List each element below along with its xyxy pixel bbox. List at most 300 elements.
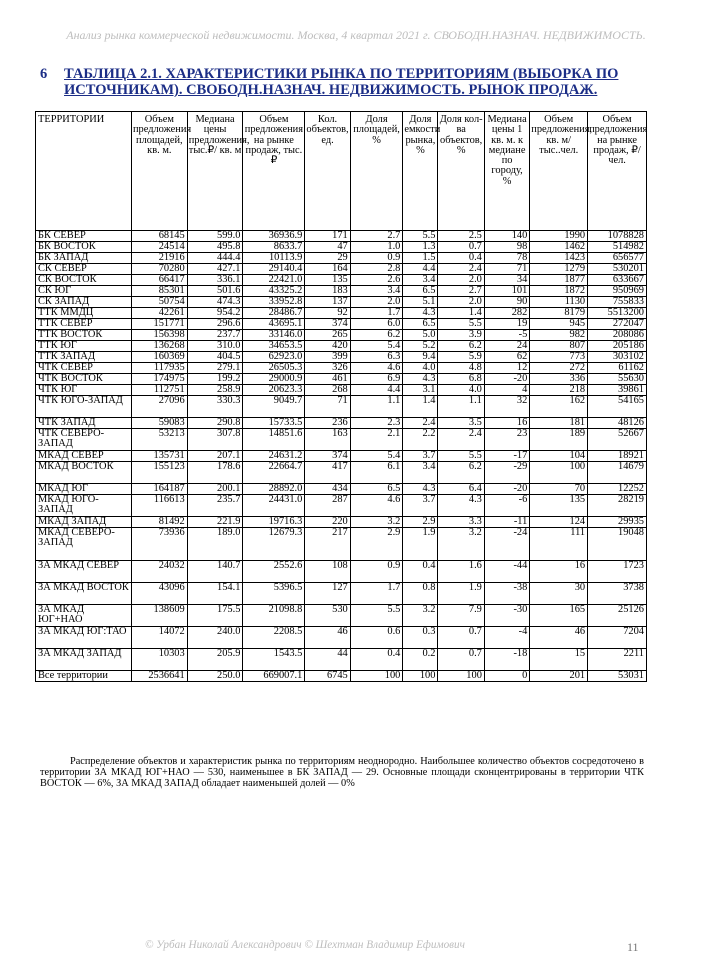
value-cell: 16 (530, 561, 588, 583)
value-cell: 14851.6 (243, 429, 305, 451)
col-header: Объем предложения на рынке продаж, тыс.₽ (243, 112, 305, 231)
value-cell: 66417 (131, 275, 187, 286)
value-cell: 669007.1 (243, 671, 305, 682)
value-cell: 208086 (588, 330, 647, 341)
value-cell: 461 (305, 374, 350, 385)
value-cell: 15 (530, 649, 588, 671)
value-cell: 24032 (131, 561, 187, 583)
territory-cell: МКАД ЗАПАД (36, 517, 132, 528)
value-cell: 530201 (588, 264, 647, 275)
value-cell: 2.9 (403, 517, 438, 528)
value-cell: 12252 (588, 484, 647, 495)
value-cell: 43096 (131, 583, 187, 605)
value-cell: 42261 (131, 308, 187, 319)
value-cell: 71 (484, 264, 529, 275)
value-cell: 135731 (131, 451, 187, 462)
table-row (36, 385, 647, 396)
value-cell: 117935 (131, 363, 187, 374)
value-cell: 272047 (588, 319, 647, 330)
value-cell: 171 (305, 231, 350, 242)
value-cell: 32 (484, 396, 529, 418)
value-cell: 61162 (588, 363, 647, 374)
value-cell: 0.9 (350, 253, 403, 264)
value-cell: 5.4 (350, 451, 403, 462)
value-cell: 104 (530, 451, 588, 462)
value-cell: 178.6 (187, 462, 243, 484)
table-row (36, 429, 647, 451)
value-cell: 33146.0 (243, 330, 305, 341)
value-cell: 100 (438, 671, 484, 682)
value-cell: -17 (484, 451, 529, 462)
value-cell: 1.0 (350, 242, 403, 253)
value-cell: 112751 (131, 385, 187, 396)
territory-cell: ТТК ЗАПАД (36, 352, 132, 363)
value-cell: 62 (484, 352, 529, 363)
value-cell: -20 (484, 484, 529, 495)
value-cell: 2.9 (350, 528, 403, 561)
value-cell: 155123 (131, 462, 187, 484)
value-cell: 0.7 (438, 242, 484, 253)
copyright-footer: © Урбан Николай Александрович © Шехтман Владимир Ефимович (145, 939, 465, 951)
territory-cell: ЧТК СЕВЕР (36, 363, 132, 374)
value-cell: 0.7 (438, 649, 484, 671)
value-cell: 1723 (588, 561, 647, 583)
value-cell: 218 (530, 385, 588, 396)
territory-cell: ЧТК ЮГ (36, 385, 132, 396)
value-cell: 434 (305, 484, 350, 495)
value-cell: 0.2 (403, 649, 438, 671)
value-cell: 2.4 (403, 418, 438, 429)
value-cell: 4.8 (438, 363, 484, 374)
value-cell: 474.3 (187, 297, 243, 308)
value-cell: 326 (305, 363, 350, 374)
value-cell: -6 (484, 495, 529, 517)
territory-cell: МКАД ЮГ (36, 484, 132, 495)
value-cell: 205.9 (187, 649, 243, 671)
value-cell: 272 (530, 363, 588, 374)
page-header: Анализ рынка коммерческой недвижимости. Москва, 4 квартал 2021 г. СВОБОДН.НАЗНАЧ. НЕДВИЖИМОСТЬ. (66, 28, 646, 42)
table-row (36, 495, 647, 517)
value-cell: 4.3 (403, 374, 438, 385)
value-cell: 23 (484, 429, 529, 451)
value-cell: 310.0 (187, 341, 243, 352)
value-cell: 54165 (588, 396, 647, 418)
value-cell: 1.1 (438, 396, 484, 418)
value-cell: 6.5 (403, 319, 438, 330)
value-cell: 28486.7 (243, 308, 305, 319)
value-cell: 495.8 (187, 242, 243, 253)
value-cell: 0.3 (403, 627, 438, 649)
value-cell: 2.1 (350, 429, 403, 451)
value-cell: 1423 (530, 253, 588, 264)
value-cell: 1.5 (403, 253, 438, 264)
value-cell: 29 (305, 253, 350, 264)
value-cell: 3.7 (403, 495, 438, 517)
value-cell: 8179 (530, 308, 588, 319)
value-cell: 3.2 (438, 528, 484, 561)
value-cell: 599.0 (187, 231, 243, 242)
value-cell: 100 (403, 671, 438, 682)
territory-cell: ЗА МКАД ЮГ+НАО (36, 605, 132, 627)
value-cell: 165 (530, 605, 588, 627)
value-cell: 39861 (588, 385, 647, 396)
value-cell: 19716.3 (243, 517, 305, 528)
value-cell: 163 (305, 429, 350, 451)
value-cell: 68145 (131, 231, 187, 242)
value-cell: 4.4 (350, 385, 403, 396)
value-cell: 4.3 (403, 308, 438, 319)
value-cell: 124 (530, 517, 588, 528)
value-cell: 4.3 (403, 484, 438, 495)
value-cell: 399 (305, 352, 350, 363)
value-cell: -20 (484, 374, 529, 385)
value-cell: 1.4 (403, 396, 438, 418)
value-cell: 15733.5 (243, 418, 305, 429)
table-row (36, 264, 647, 275)
value-cell: 404.5 (187, 352, 243, 363)
value-cell: 27096 (131, 396, 187, 418)
territory-cell: БК ЗАПАД (36, 253, 132, 264)
value-cell: 282 (484, 308, 529, 319)
value-cell: 1990 (530, 231, 588, 242)
value-cell: 374 (305, 451, 350, 462)
value-cell: 6.2 (438, 341, 484, 352)
value-cell: 53031 (588, 671, 647, 682)
value-cell: 34653.5 (243, 341, 305, 352)
value-cell: 6.4 (438, 484, 484, 495)
value-cell: 151771 (131, 319, 187, 330)
table-row (36, 330, 647, 341)
value-cell: 1.6 (438, 561, 484, 583)
value-cell: 2208.5 (243, 627, 305, 649)
page-number: 11 (627, 940, 639, 954)
value-cell: 10113.9 (243, 253, 305, 264)
value-cell: 6.1 (350, 462, 403, 484)
territory-cell: СК ЮГ (36, 286, 132, 297)
value-cell: 25126 (588, 605, 647, 627)
value-cell: 6.5 (350, 484, 403, 495)
value-cell: 62923.0 (243, 352, 305, 363)
value-cell: 55630 (588, 374, 647, 385)
value-cell: 5.5 (438, 319, 484, 330)
table-header-row (36, 112, 647, 231)
value-cell: 29000.9 (243, 374, 305, 385)
value-cell: 46 (530, 627, 588, 649)
value-cell: 0.9 (350, 561, 403, 583)
value-cell: 954.2 (187, 308, 243, 319)
value-cell: 201 (530, 671, 588, 682)
territory-cell: ЗА МКАД ЮГ:ТАО (36, 627, 132, 649)
value-cell: 33952.8 (243, 297, 305, 308)
value-cell: 19 (484, 319, 529, 330)
value-cell: 22421.0 (243, 275, 305, 286)
value-cell: 24431.0 (243, 495, 305, 517)
table-row (36, 671, 647, 682)
value-cell: 6.8 (438, 374, 484, 385)
value-cell: 303102 (588, 352, 647, 363)
value-cell: 5.0 (403, 330, 438, 341)
col-header: Кол. объектов, ед. (305, 112, 350, 231)
value-cell: 307.8 (187, 429, 243, 451)
value-cell: 2.0 (438, 275, 484, 286)
value-cell: 1.7 (350, 308, 403, 319)
value-cell: 43325.2 (243, 286, 305, 297)
value-cell: -24 (484, 528, 529, 561)
value-cell: 427.1 (187, 264, 243, 275)
value-cell: 53213 (131, 429, 187, 451)
value-cell: 1.4 (438, 308, 484, 319)
territory-cell: ТТК ЮГ (36, 341, 132, 352)
value-cell: 28219 (588, 495, 647, 517)
value-cell: 1.3 (403, 242, 438, 253)
table-row (36, 231, 647, 242)
value-cell: 140 (484, 231, 529, 242)
value-cell: 164187 (131, 484, 187, 495)
table-row (36, 374, 647, 385)
value-cell: 6.3 (350, 352, 403, 363)
value-cell: 111 (530, 528, 588, 561)
value-cell: 92 (305, 308, 350, 319)
value-cell: 183 (305, 286, 350, 297)
value-cell: 1877 (530, 275, 588, 286)
value-cell: -38 (484, 583, 529, 605)
value-cell: 14072 (131, 627, 187, 649)
value-cell: 5396.5 (243, 583, 305, 605)
value-cell: 4.6 (350, 363, 403, 374)
value-cell: 4.0 (438, 385, 484, 396)
value-cell: 374 (305, 319, 350, 330)
value-cell: 1279 (530, 264, 588, 275)
col-header: Объем предложения на рынке продаж, ₽/чел. (588, 112, 647, 231)
value-cell: 656577 (588, 253, 647, 264)
territory-table (35, 111, 647, 682)
value-cell: 3.9 (438, 330, 484, 341)
value-cell: 5.9 (438, 352, 484, 363)
table-row (36, 396, 647, 418)
summary-paragraph: Распределение объектов и характеристик рынка по территориям неоднородно. Наибольшее количество объектов сосредоточено в территории ЗА МКАД ЮГ+НАО — 530, наименьшее в БК ЗАПАД — 29. Основные площади сконцентрированы в территории ЧТК ВОСТОК — 6%, ЗА МКАД ЗАПАД обладает наименьшей долей — 0% (40, 756, 644, 790)
value-cell: 807 (530, 341, 588, 352)
value-cell: 2.5 (438, 231, 484, 242)
value-cell: 30 (530, 583, 588, 605)
value-cell: 417 (305, 462, 350, 484)
value-cell: 3.2 (403, 605, 438, 627)
value-cell: 14679 (588, 462, 647, 484)
value-cell: 2.0 (350, 297, 403, 308)
value-cell: 258.9 (187, 385, 243, 396)
value-cell: 3.7 (403, 451, 438, 462)
value-cell: 26505.3 (243, 363, 305, 374)
value-cell: 100 (350, 671, 403, 682)
value-cell: 1462 (530, 242, 588, 253)
value-cell: 290.8 (187, 418, 243, 429)
value-cell: 773 (530, 352, 588, 363)
value-cell: 73936 (131, 528, 187, 561)
value-cell: 5.5 (403, 231, 438, 242)
value-cell: -11 (484, 517, 529, 528)
value-cell: 19048 (588, 528, 647, 561)
value-cell: 29935 (588, 517, 647, 528)
col-header: Объем предложения, кв. м/ тыс..чел. (530, 112, 588, 231)
value-cell: 207.1 (187, 451, 243, 462)
value-cell: 5.1 (403, 297, 438, 308)
value-cell: 52667 (588, 429, 647, 451)
value-cell: -29 (484, 462, 529, 484)
value-cell: 279.1 (187, 363, 243, 374)
territory-cell: ЧТК ВОСТОК (36, 374, 132, 385)
value-cell: 1130 (530, 297, 588, 308)
table-row (36, 253, 647, 264)
value-cell: 47 (305, 242, 350, 253)
table-row (36, 583, 647, 605)
value-cell: 24631.2 (243, 451, 305, 462)
value-cell: 514982 (588, 242, 647, 253)
territory-cell: СК СЕВЕР (36, 264, 132, 275)
territory-cell: ЧТК ЗАПАД (36, 418, 132, 429)
value-cell: 240.0 (187, 627, 243, 649)
value-cell: 7.9 (438, 605, 484, 627)
value-cell: 70280 (131, 264, 187, 275)
value-cell: 1.1 (350, 396, 403, 418)
table-row (36, 319, 647, 330)
value-cell: 6.0 (350, 319, 403, 330)
value-cell: 85301 (131, 286, 187, 297)
value-cell: 633667 (588, 275, 647, 286)
table-row (36, 363, 647, 374)
territory-cell: БК СЕВЕР (36, 231, 132, 242)
value-cell: 127 (305, 583, 350, 605)
table-row (36, 308, 647, 319)
table-row (36, 286, 647, 297)
value-cell: 140.7 (187, 561, 243, 583)
value-cell: 4.6 (350, 495, 403, 517)
value-cell: 5.2 (403, 341, 438, 352)
value-cell: 100 (530, 462, 588, 484)
value-cell: 137 (305, 297, 350, 308)
territory-cell: МКАД СЕВЕРО-ЗАПАД (36, 528, 132, 561)
value-cell: 2552.6 (243, 561, 305, 583)
value-cell: 81492 (131, 517, 187, 528)
value-cell: 0.4 (438, 253, 484, 264)
value-cell: 1.7 (350, 583, 403, 605)
value-cell: 135 (305, 275, 350, 286)
table-row (36, 462, 647, 484)
value-cell: 268 (305, 385, 350, 396)
value-cell: 8633.7 (243, 242, 305, 253)
value-cell: 9049.7 (243, 396, 305, 418)
value-cell: 2.6 (350, 275, 403, 286)
value-cell: 0.7 (438, 627, 484, 649)
col-header: Медиана цены предложения, тыс.₽/ кв. м (187, 112, 243, 231)
value-cell: 21916 (131, 253, 187, 264)
value-cell: 265 (305, 330, 350, 341)
value-cell: 945 (530, 319, 588, 330)
value-cell: 6.5 (403, 286, 438, 297)
value-cell: 174975 (131, 374, 187, 385)
value-cell: -44 (484, 561, 529, 583)
value-cell: 205186 (588, 341, 647, 352)
value-cell: 36936.9 (243, 231, 305, 242)
value-cell: 4 (484, 385, 529, 396)
value-cell: 287 (305, 495, 350, 517)
value-cell: 29140.4 (243, 264, 305, 275)
value-cell: 1543.5 (243, 649, 305, 671)
value-cell: 220 (305, 517, 350, 528)
value-cell: 162 (530, 396, 588, 418)
value-cell: 4.3 (438, 495, 484, 517)
col-header: Доля кол-ва объектов, % (438, 112, 484, 231)
value-cell: 48126 (588, 418, 647, 429)
value-cell: 0.4 (350, 649, 403, 671)
value-cell: 116613 (131, 495, 187, 517)
value-cell: 138609 (131, 605, 187, 627)
table-row (36, 451, 647, 462)
value-cell: 200.1 (187, 484, 243, 495)
value-cell: 24 (484, 341, 529, 352)
value-cell: 59083 (131, 418, 187, 429)
value-cell: 250.0 (187, 671, 243, 682)
territory-cell: БК ВОСТОК (36, 242, 132, 253)
value-cell: 3.1 (403, 385, 438, 396)
value-cell: 530 (305, 605, 350, 627)
value-cell: 950969 (588, 286, 647, 297)
table-title-text: ТАБЛИЦА 2.1. ХАРАКТЕРИСТИКИ РЫНКА ПО ТЕРРИТОРИЯМ (ВЫБОРКА ПО ИСТОЧНИКАМ). СВОБОДН.НАЗНАЧ. НЕДВИЖИМОСТЬ. РЫНОК ПРОДАЖ. (64, 66, 619, 98)
territory-cell: ЗА МКАД ВОСТОК (36, 583, 132, 605)
value-cell: 3.3 (438, 517, 484, 528)
value-cell: 2.4 (438, 264, 484, 275)
value-cell: 2.7 (350, 231, 403, 242)
value-cell: 136268 (131, 341, 187, 352)
value-cell: 0.8 (403, 583, 438, 605)
value-cell: -5 (484, 330, 529, 341)
value-cell: 6.2 (350, 330, 403, 341)
table-row (36, 418, 647, 429)
value-cell: 1078828 (588, 231, 647, 242)
territory-cell: ТТК ВОСТОК (36, 330, 132, 341)
value-cell: 420 (305, 341, 350, 352)
table-row (36, 517, 647, 528)
value-cell: 2211 (588, 649, 647, 671)
value-cell: 135 (530, 495, 588, 517)
table-row (36, 528, 647, 561)
value-cell: 164 (305, 264, 350, 275)
table-row (36, 649, 647, 671)
value-cell: 34 (484, 275, 529, 286)
value-cell: -18 (484, 649, 529, 671)
value-cell: 4.4 (403, 264, 438, 275)
value-cell: 235.7 (187, 495, 243, 517)
territory-cell: СК ВОСТОК (36, 275, 132, 286)
value-cell: 336 (530, 374, 588, 385)
territory-cell: МКАД ЮГО-ЗАПАД (36, 495, 132, 517)
value-cell: 44 (305, 649, 350, 671)
value-cell: 6.2 (438, 462, 484, 484)
value-cell: 6.9 (350, 374, 403, 385)
value-cell: 7204 (588, 627, 647, 649)
section-number: 6 (40, 66, 48, 82)
value-cell: 236 (305, 418, 350, 429)
value-cell: 296.6 (187, 319, 243, 330)
value-cell: 156398 (131, 330, 187, 341)
value-cell: 2.2 (403, 429, 438, 451)
col-header: Медиана цены 1 кв. м. к медиане по городу, % (484, 112, 529, 231)
territory-cell: МКАД СЕВЕР (36, 451, 132, 462)
territory-cell: ЗА МКАД СЕВЕР (36, 561, 132, 583)
value-cell: 154.1 (187, 583, 243, 605)
value-cell: 0.4 (403, 561, 438, 583)
value-cell: 10303 (131, 649, 187, 671)
territory-cell: ТТК ММДЦ (36, 308, 132, 319)
value-cell: 444.4 (187, 253, 243, 264)
